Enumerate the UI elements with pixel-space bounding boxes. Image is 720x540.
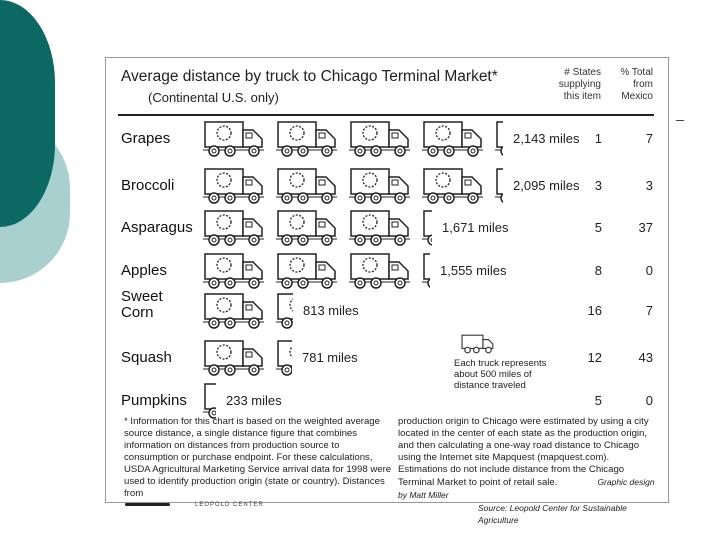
truck-mark <box>276 119 338 159</box>
legend-truck-icon <box>460 333 496 355</box>
chart-row <box>106 381 668 421</box>
chart-row <box>106 288 668 331</box>
truck-icon <box>276 208 338 248</box>
truck-icon <box>349 208 411 248</box>
truck-mark <box>276 338 292 378</box>
item-label: Broccoli <box>121 177 175 194</box>
mexico-percent: 43 <box>638 350 653 365</box>
mexico-percent: 37 <box>638 220 653 235</box>
item-label: Grapes <box>121 130 171 147</box>
states-count: 12 <box>587 350 602 365</box>
header-line: Mexico <box>621 91 653 102</box>
truck-mark <box>495 166 503 206</box>
truck-mark <box>422 119 484 159</box>
truck-mark <box>203 291 265 331</box>
miles-label: 813 miles <box>303 303 359 318</box>
states-column-header <box>551 67 601 103</box>
footnote-right-block <box>398 416 660 526</box>
chart-row <box>106 166 668 206</box>
header-line: this item <box>563 91 601 102</box>
truck-icon <box>203 119 265 159</box>
states-count: 3 <box>594 178 602 193</box>
miles-label: 2,095 miles <box>513 178 580 193</box>
miles-label: 1,555 miles <box>440 263 507 278</box>
truck-mark <box>422 208 432 248</box>
item-label: Pumpkins <box>121 392 187 409</box>
design-credit: Graphic design by Matt Miller <box>398 477 655 500</box>
chart-row <box>106 251 668 291</box>
truck-icon <box>203 291 265 331</box>
truck-mark <box>203 208 265 248</box>
truck-icon <box>349 119 411 159</box>
decorative-dash <box>676 120 684 121</box>
truck-icon <box>203 381 216 421</box>
truck-distance-figure <box>105 57 669 525</box>
mexico-percent: 0 <box>645 263 653 278</box>
truck-icon <box>276 338 292 378</box>
truck-mark <box>203 381 216 421</box>
item-label: Asparagus <box>121 219 193 236</box>
truck-icon <box>422 119 484 159</box>
states-count: 1 <box>594 131 602 146</box>
header-divider <box>118 114 654 116</box>
mexico-percent: 7 <box>645 303 653 318</box>
header-line: # States <box>564 67 601 78</box>
truck-mark <box>495 119 503 159</box>
truck-icon <box>203 166 265 206</box>
truck-mark <box>349 208 411 248</box>
states-count: 5 <box>594 393 602 408</box>
truck-icon <box>203 208 265 248</box>
truck-mark <box>276 208 338 248</box>
logo-fragment <box>125 503 170 506</box>
truck-mark <box>276 251 338 291</box>
states-count: 16 <box>587 303 602 318</box>
miles-label: 1,671 miles <box>442 220 509 235</box>
header-line: supplying <box>558 79 601 90</box>
item-label: Apples <box>121 262 167 279</box>
truck-icon <box>276 291 293 331</box>
item-label: Sweet Corn <box>121 288 163 321</box>
truck-mark <box>349 166 411 206</box>
truck-icon <box>495 166 503 206</box>
miles-label: 781 miles <box>302 350 358 365</box>
header-line: % Total <box>620 67 653 78</box>
truck-icon <box>495 119 503 159</box>
truck-icon <box>203 251 265 291</box>
truck-mark <box>349 119 411 159</box>
truck-icon <box>276 251 338 291</box>
truck-mark <box>349 251 411 291</box>
source-credit: Source: Leopold Center for Sustainable Agriculture <box>478 503 627 525</box>
mexico-column-header <box>611 67 653 103</box>
footnote-right: production origin to Chicago were estimated by using a city located in the center of each state as the production origin, and then calculating a one-way road distance to Chicago using the Internet site Mapquest (mapquest.com). Estimations do not include distance from the Chicago Terminal Market to point of retail sale. <box>398 416 649 488</box>
truck-mark <box>203 338 265 378</box>
chart-row <box>106 338 668 378</box>
truck-icon <box>276 166 338 206</box>
states-count: 5 <box>594 220 602 235</box>
truck-mark <box>203 119 265 159</box>
mexico-percent: 0 <box>645 393 653 408</box>
miles-label: 2,143 miles <box>513 131 580 146</box>
mexico-percent: 3 <box>645 178 653 193</box>
miles-label: 233 miles <box>226 393 282 408</box>
truck-icon <box>422 251 430 291</box>
truck-icon <box>349 251 411 291</box>
truck-mark <box>422 251 430 291</box>
truck-mark <box>203 166 265 206</box>
truck-mark <box>276 291 293 331</box>
truck-icon <box>276 119 338 159</box>
truck-icon <box>422 166 484 206</box>
chart-row <box>106 208 668 248</box>
chart-subtitle: (Continental U.S. only) <box>148 90 279 105</box>
footnote-left: * Information for this chart is based on the weighted average source distance, a single distance figure that combines information on distances from production source to consumption or purchase endpoint. For these calculations, USDA Agricultural Marketing Service arrival data for 1998 were used to identify production origin (state or country). Distances from <box>124 416 392 499</box>
chart-row <box>106 119 668 159</box>
truck-icon <box>422 208 432 248</box>
item-label: Squash <box>121 349 172 366</box>
truck-mark <box>203 251 265 291</box>
legend-line: distance traveled <box>454 380 526 391</box>
legend-line: about 500 miles of <box>454 369 532 380</box>
truck-icon <box>203 338 265 378</box>
logo-text-fragment: LEOPOLD CENTER <box>195 502 264 508</box>
legend-line: Each truck represents <box>454 358 547 369</box>
truck-mark <box>422 166 484 206</box>
states-count: 8 <box>594 263 602 278</box>
mexico-percent: 7 <box>645 131 653 146</box>
legend <box>454 333 546 391</box>
truck-mark <box>276 166 338 206</box>
truck-icon <box>349 166 411 206</box>
chart-title: Average distance by truck to Chicago Terminal Market* <box>121 68 498 85</box>
header-line: from <box>633 79 653 90</box>
